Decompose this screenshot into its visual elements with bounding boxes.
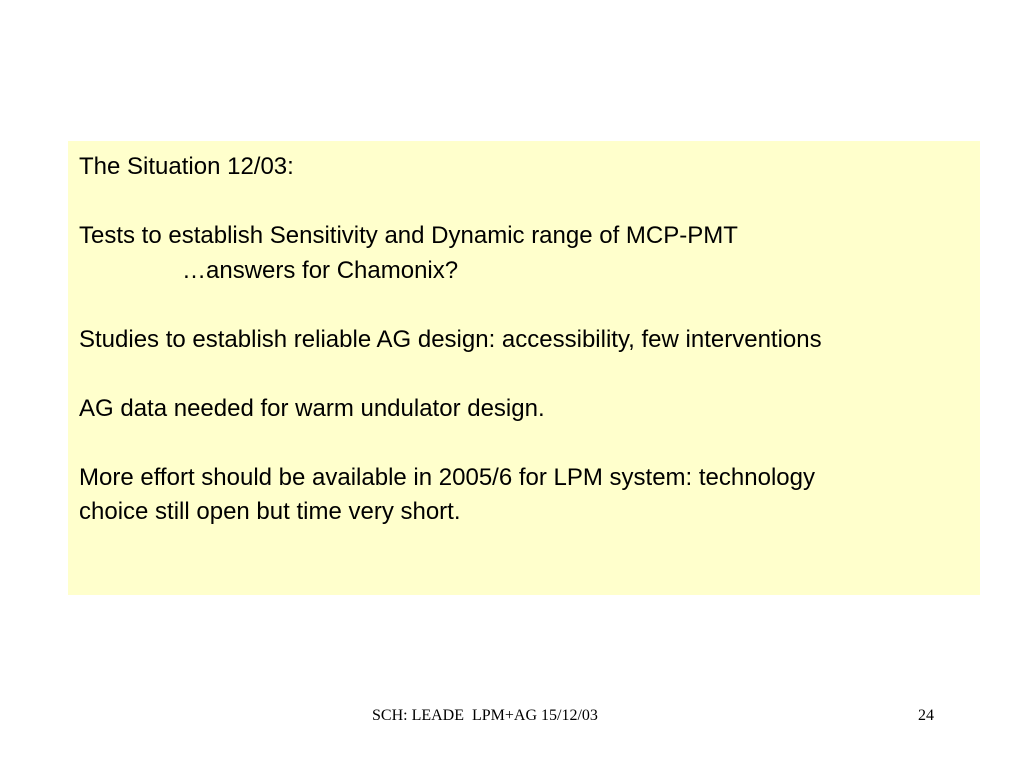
spacer [79, 357, 970, 392]
chamonix-line: …answers for Chamonix? [182, 256, 459, 284]
ag-data-line: AG data needed for warm undulator design. [79, 394, 545, 422]
spacer [79, 185, 970, 220]
spacer [79, 426, 970, 461]
situation-heading: The Situation 12/03: [79, 153, 294, 180]
page-number: 24 [918, 707, 934, 724]
studies-line: Studies to establish reliable AG design: accessibility, few interventions [79, 325, 822, 353]
content-box [68, 141, 980, 595]
tests-line: Tests to establish Sensitivity and Dynamic range of MCP-PMT [79, 222, 738, 249]
effort-line: More effort should be available in 2005/6 for LPM system: technology [79, 463, 815, 491]
footer-label: SCH: LEADE LPM+AG 15/12/03 [372, 707, 598, 724]
spacer [79, 288, 970, 323]
choice-line: choice still open but time very short. [79, 498, 461, 525]
